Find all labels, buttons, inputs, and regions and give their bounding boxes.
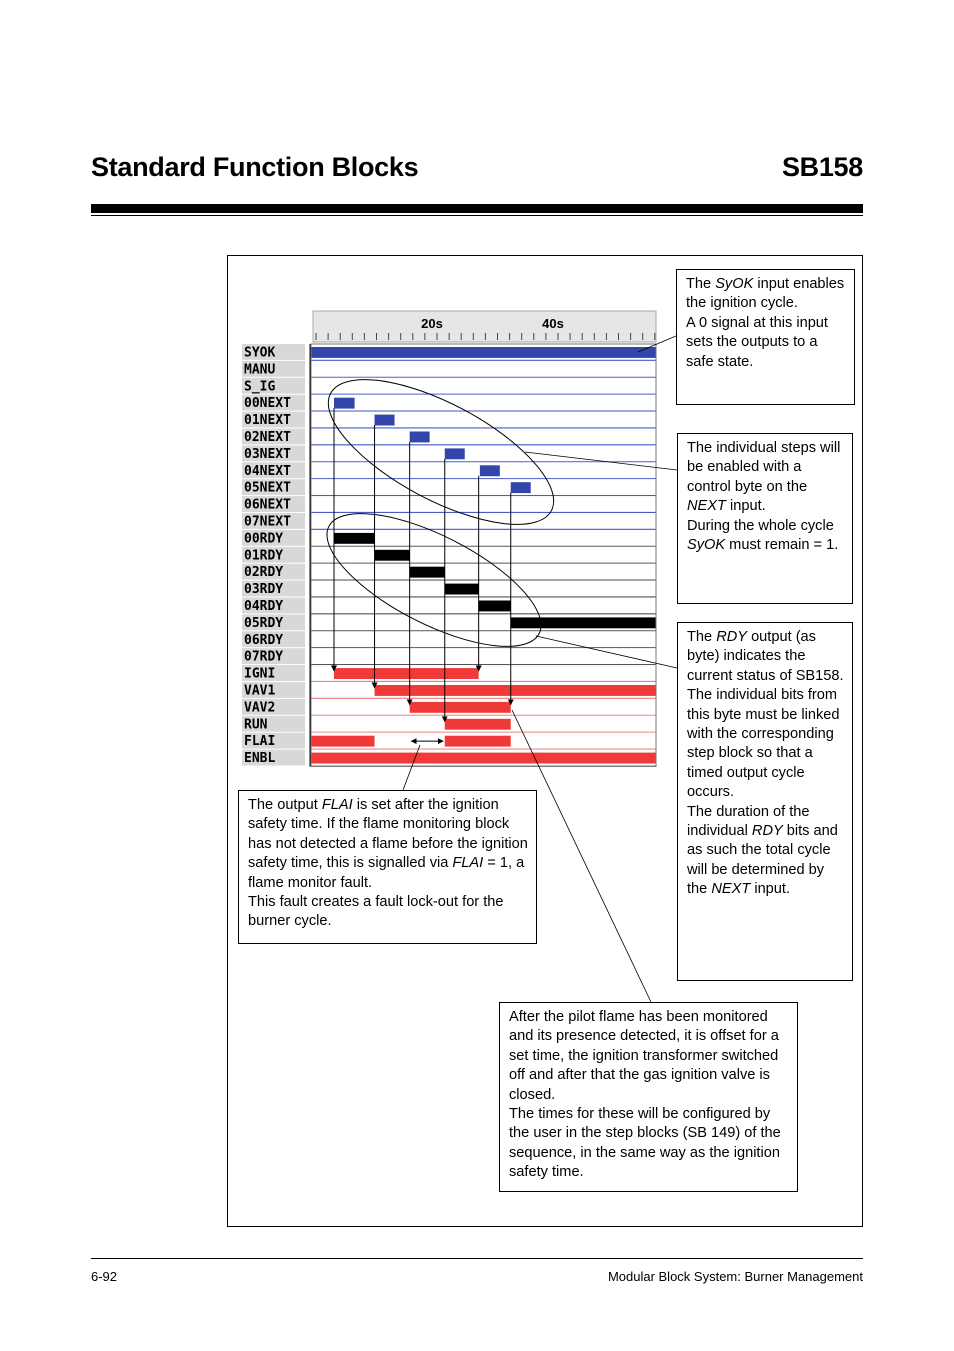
signal-label: MANU: [244, 362, 276, 378]
note-syok: The SyOK input enables the ignition cycle. A 0 signal at this input sets the outputs to a safe state.: [676, 269, 855, 405]
signal-bar: [480, 465, 500, 476]
signal-label: 04NEXT: [244, 463, 291, 479]
signal-label: 00NEXT: [244, 396, 291, 412]
signal-lane: [311, 564, 656, 581]
signal-label: VAV2: [244, 700, 276, 716]
signal-bar: [311, 753, 656, 764]
note-pilot-flame: After the pilot flame has been monitored and its presence detected, it is offset for a set time, the ignition transformer switched off and after that the gas ignition valve is closed. The times for these will be configured by the user in the step blocks (SB 149) of the sequence, in the same way as the ignition safety time.: [499, 1002, 798, 1192]
signal-label: 04RDY: [244, 599, 284, 614]
signal-lane: [311, 378, 656, 395]
signal-label: IGNI: [244, 666, 276, 682]
signal-label: 01RDY: [244, 548, 284, 564]
signal-bar: [410, 432, 430, 443]
signal-label: 03NEXT: [244, 446, 291, 462]
ruler-tick-label: 40s: [542, 316, 564, 331]
signal-bar: [511, 617, 656, 628]
signal-lane: [311, 412, 656, 429]
signal-label: 06RDY: [244, 632, 284, 648]
signal-lane: [311, 361, 656, 378]
signal-label: S_IG: [244, 379, 276, 395]
signal-label: ENBL: [244, 751, 276, 767]
note-next: The individual steps will be enabled with a control byte on the NEXT input. During the whole cycle SyOK must remain = 1.: [677, 433, 853, 604]
signal-label: 07NEXT: [244, 514, 291, 530]
signal-label: 01NEXT: [244, 413, 291, 429]
signal-label: 03RDY: [244, 582, 284, 598]
note-rdy: The RDY output (as byte) indicates the current status of SB158. The individual bits from this byte must be linked with the corresponding step block so that a timed output cycle occurs. The duration of the individual RDY bits and as such the total cycle will be determined by the NEXT input.: [677, 622, 853, 981]
signal-bar: [511, 482, 531, 493]
signal-lane: [311, 581, 656, 598]
signal-bar: [334, 668, 479, 679]
signal-lane: [311, 648, 656, 665]
signal-label: RUN: [244, 717, 268, 733]
signal-label: 06NEXT: [244, 497, 291, 513]
signal-bar: [479, 601, 511, 612]
signal-label: 05RDY: [244, 615, 284, 631]
signal-lane: [311, 429, 656, 446]
signal-label: 02RDY: [244, 565, 284, 581]
signal-label: 02NEXT: [244, 430, 291, 445]
signal-bar: [410, 567, 445, 578]
signal-bar: [311, 736, 375, 747]
signal-lane: [311, 631, 656, 648]
manual-title: Modular Block System: Burner Management: [607, 1269, 863, 1284]
signal-lane: [311, 496, 656, 513]
signal-bar: [410, 702, 511, 713]
signal-lane: [311, 479, 656, 496]
signal-label: 07RDY: [244, 649, 284, 665]
signal-lane: [311, 445, 656, 462]
signal-bar: [445, 448, 465, 459]
note-flai: The output FLAI is set after the ignition safety time. If the flame monitoring block has not detected a flame before the ignition safety time, this is signalled via FLAI = 1, a flame monitor fault. This fault creates a fault lock-out for the burner cycle.: [238, 790, 537, 944]
signal-label: 05NEXT: [244, 480, 291, 496]
page-number: 6-92: [91, 1269, 118, 1284]
signal-bar: [445, 584, 479, 595]
ruler-tick-label: 20s: [421, 316, 443, 331]
signal-label: VAV1: [244, 683, 276, 699]
signal-bar: [375, 415, 395, 426]
signal-label: 00RDY: [244, 531, 284, 547]
footer-rule: [91, 1258, 863, 1259]
section-title: Standard Function Blocks: [91, 152, 419, 182]
signal-bar: [445, 719, 511, 730]
signal-bar: [375, 550, 410, 561]
signal-bar: [445, 736, 511, 747]
signal-lane: [311, 513, 656, 530]
signal-label: FLAI: [244, 734, 276, 750]
signal-bar: [311, 347, 656, 358]
block-id-title: SB158: [781, 152, 863, 182]
signal-label: SYOK: [244, 345, 276, 361]
signal-lane: [311, 395, 656, 412]
signal-bar: [375, 685, 656, 696]
signal-bar: [334, 533, 375, 544]
signal-bar: [334, 398, 355, 409]
signal-lane: [311, 547, 656, 564]
